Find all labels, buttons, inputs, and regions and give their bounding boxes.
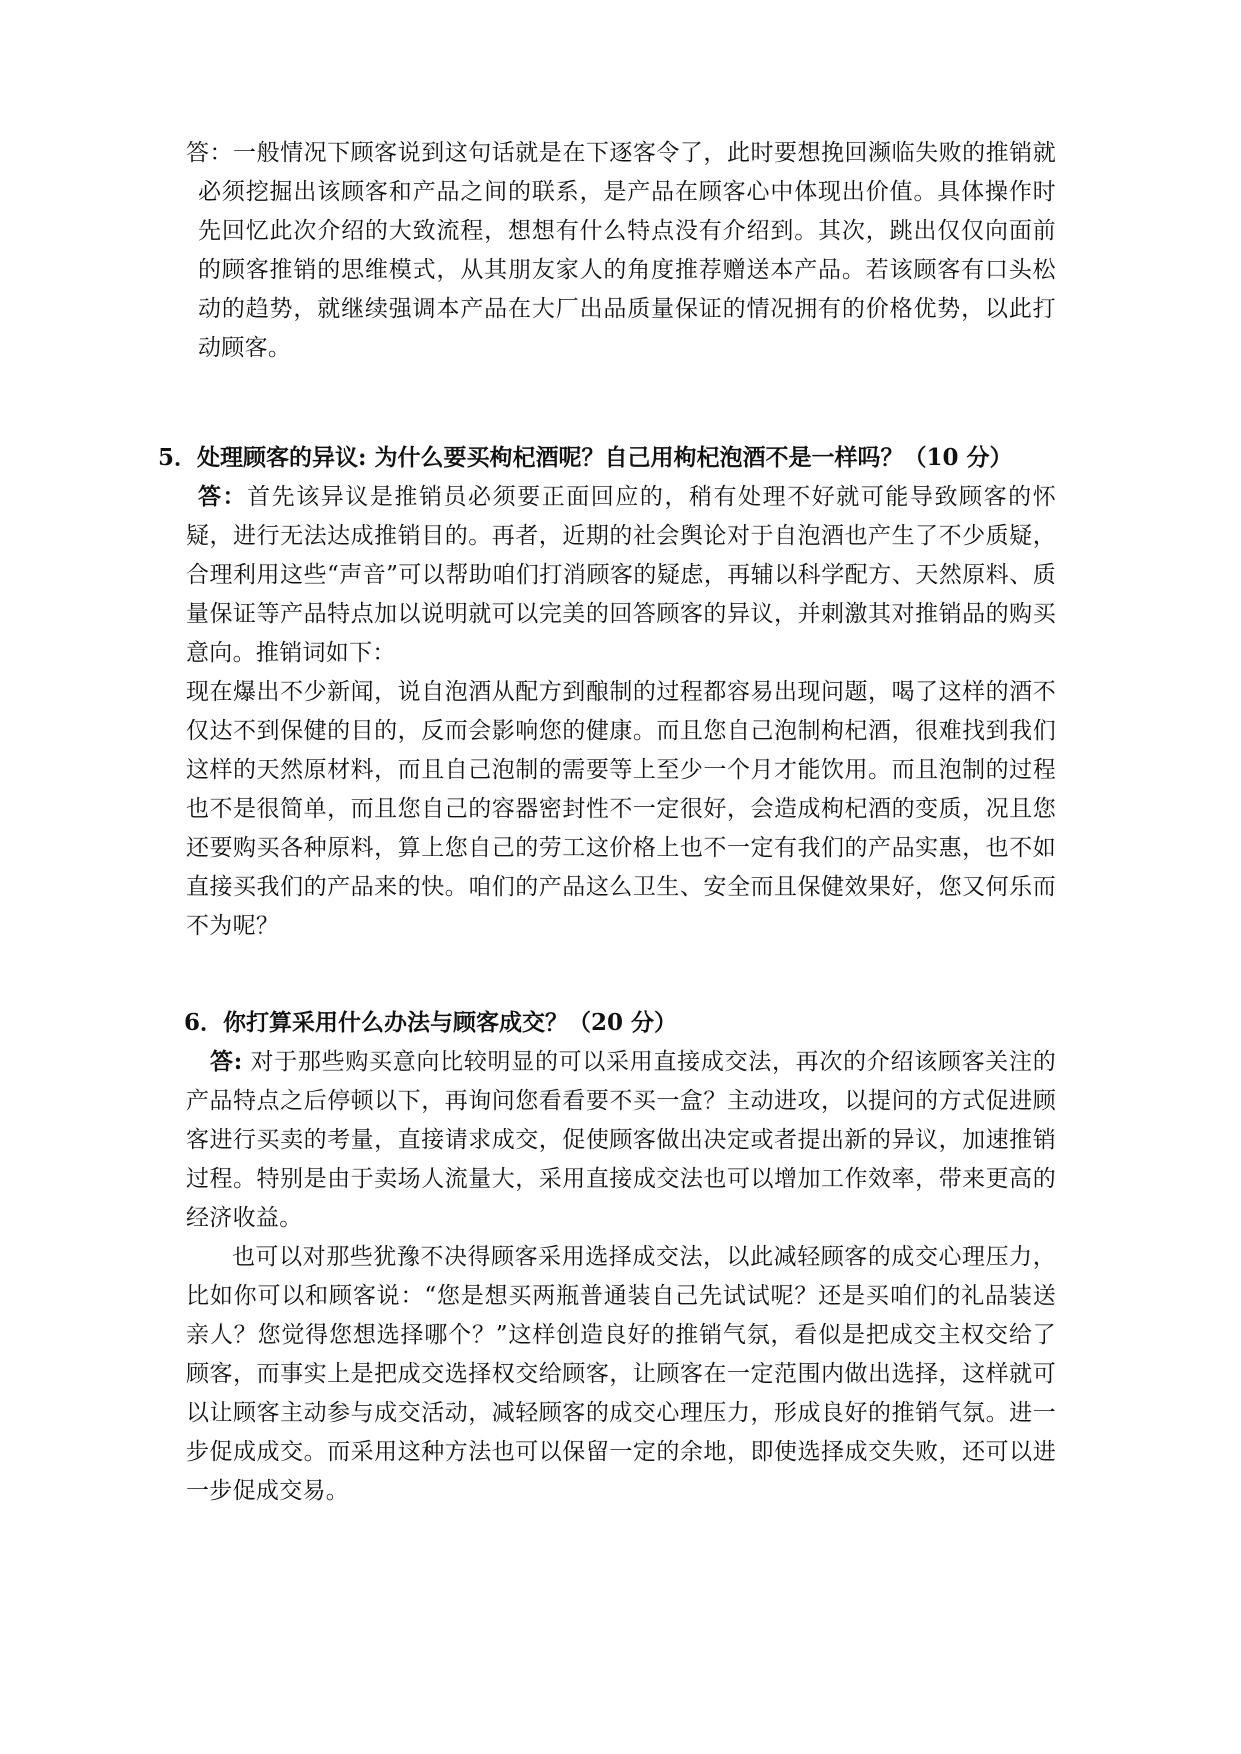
question-6-second-paragraph: 也可以对那些犹豫不决得顾客采用选择成交法，以此减轻顾客的成交心理压力，比如你可以和顾客说：“您是想买两瓶普通装自己先试试呢？还是买咱们的礼品装送亲人？您觉得您想选择哪个？”这样创造良好的推销气氛，看似是把成交主权交给了顾客，而事实上是把成交选择权交给顾客，让顾客在一定范围内做出选择，这样就可以让顾客主动参与成交活动，减轻顾客的成交心理压力，形成良好的推销气氛。进一步促成成交。而采用这种方法也可以保留一定的余地，即使选择成交失败，还可以进一步促成交易。: [186, 1244, 1056, 1504]
question-5-answer-label: 答：: [198, 483, 248, 510]
question-6-answer-label: 答:: [210, 1048, 243, 1075]
question-5-sales-script: 现在爆出不少新闻，说自泡酒从配方到酿制的过程都容易出现问题，喝了这样的酒不仅达不到保健的目的，反而会影响您的健康。而且您自己泡制枸杞酒，很难找到我们这样的天然原材料，而且自己泡制的需要等上至少一个月才能饮用。而且泡制的过程也不是很简单，而且您自己的容器密封性不一定很好，会造成枸杞酒的变质，况且您还要购买各种原料，算上您自己的劳工这价格上也不一定有我们的产品实惠，也不如直接买我们的产品来的快。咱们的产品这么卫生、安全而且保健效果好，您又何乐而不为呢？: [186, 679, 1056, 939]
question-6-answer-text: 对于那些购买意向比较明显的可以采用直接成交法，再次的介绍该顾客关注的产品特点之后停顿以下，再询问您看看要不买一盒？主动进攻，以提问的方式促进顾客进行买卖的考量，直接请求成交，促使顾客做出决定或者提出新的异议，加速推销过程。特别是由于卖场人流量大，采用直接成交法也可以增加工作效率，带来更高的经济收益。: [186, 1049, 1057, 1231]
question-5-answer-block: [186, 477, 1056, 946]
question-5-answer-paragraph: [186, 477, 1056, 673]
previous-answer-label: 答：: [186, 140, 234, 166]
previous-answer-block: [186, 134, 1056, 368]
previous-answer-paragraph: [186, 134, 1056, 368]
question-6-answer-block: [186, 1042, 1056, 1511]
previous-answer-text: 一般情况下顾客说到这句话就是在下逐客令了，此时要想挽回濒临失败的推销就必须挖掘出该顾客和产品之间的联系，是产品在顾客心中体现出价值。具体操作时先回忆此次介绍的大致流程，想想有什么特点没有介绍到。其次，跳出仅仅向面前的顾客推销的思维模式，从其朋友家人的角度推荐赠送本产品。若该顾客有口头松动的趋势，就继续强调本产品在大厂出品质量保证的情况拥有的价格优势，以此打动顾客。: [198, 140, 1056, 361]
question-5-title: 5．处理顾客的异议: 为什么要买枸杞酒呢？自己用枸杞泡酒不是一样吗？（10 分）: [158, 444, 1013, 471]
question-6-title: 6．你打算采用什么办法与顾客成交？（20 分）: [184, 1009, 678, 1036]
question-5-answer-text: 首先该异议是推销员必须要正面回应的，稍有处理不好就可能导致顾客的怀疑，进行无法达成推销目的。再者，近期的社会舆论对于自泡酒也产生了不少质疑，合理利用这些“声音”可以帮助咱们打消顾客的疑虑，再辅以科学配方、天然原料、质量保证等产品特点加以说明就可以完美的回答顾客的异议，并刺激其对推销品的购买意向。推销词如下：: [186, 484, 1056, 666]
question-6-answer-paragraph: [186, 1042, 1056, 1238]
